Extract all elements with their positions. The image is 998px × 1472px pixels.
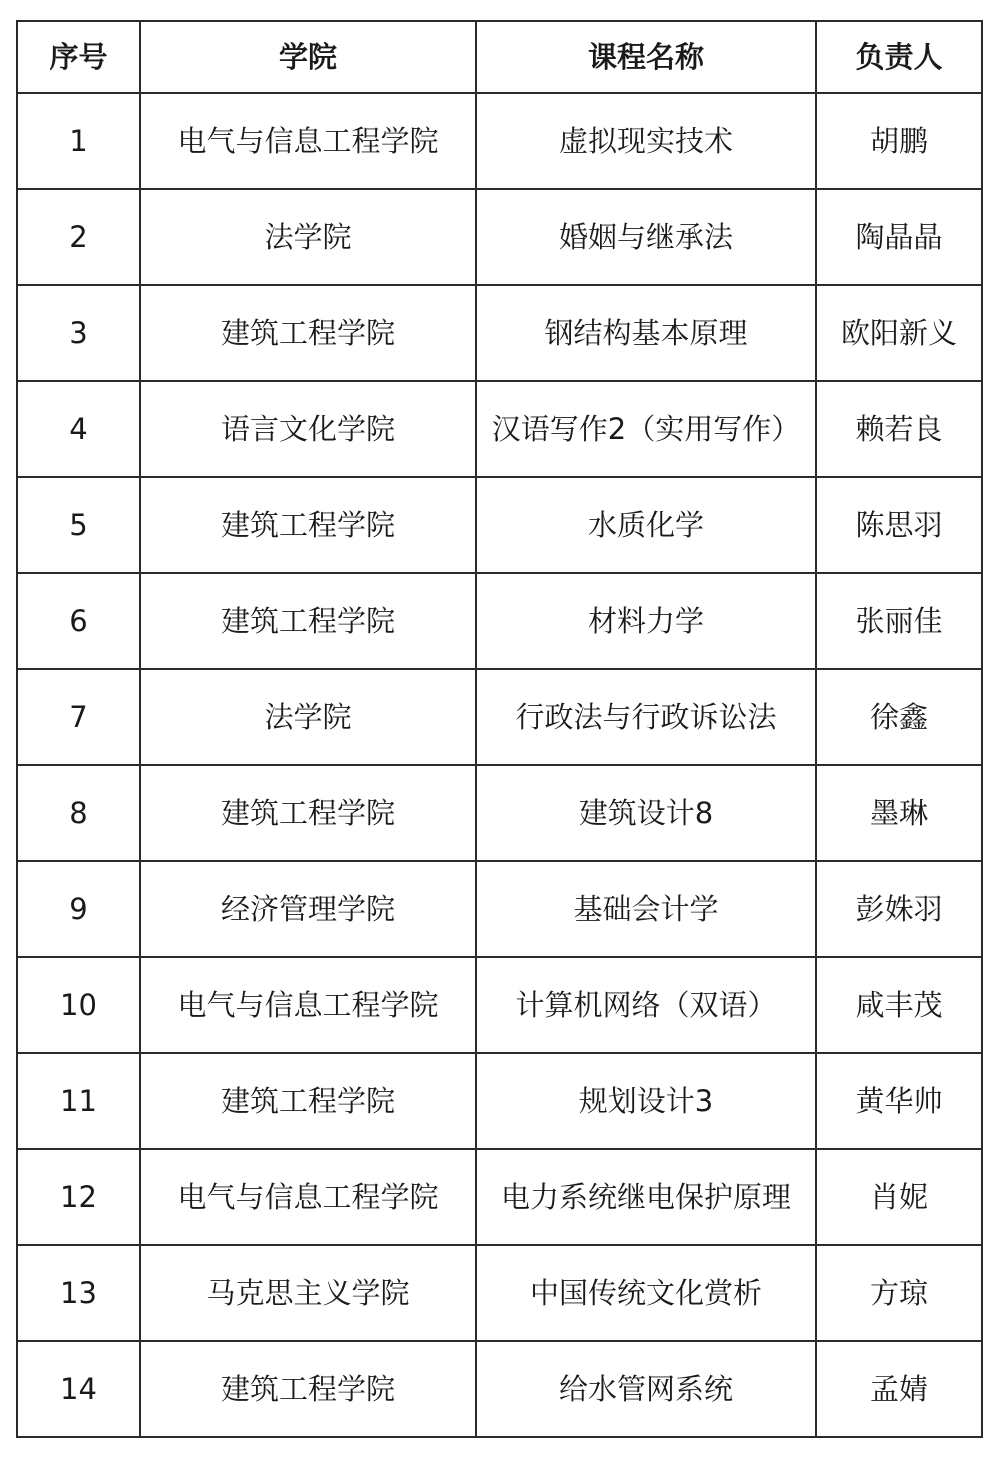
header-course-name: 课程名称	[476, 21, 816, 93]
cell-owner: 徐鑫	[816, 669, 982, 765]
cell-owner: 肖妮	[816, 1149, 982, 1245]
cell-no: 11	[17, 1053, 140, 1149]
cell-owner: 孟婧	[816, 1341, 982, 1437]
cell-college: 电气与信息工程学院	[140, 957, 476, 1053]
cell-no: 1	[17, 93, 140, 189]
cell-college: 法学院	[140, 669, 476, 765]
header-owner: 负责人	[816, 21, 982, 93]
table-row	[17, 957, 982, 1053]
cell-college: 建筑工程学院	[140, 1053, 476, 1149]
cell-no: 7	[17, 669, 140, 765]
table-row	[17, 669, 982, 765]
header-row	[17, 21, 982, 93]
cell-course: 规划设计3	[476, 1053, 816, 1149]
cell-course: 中国传统文化赏析	[476, 1245, 816, 1341]
cell-owner: 彭姝羽	[816, 861, 982, 957]
cell-owner: 赖若良	[816, 381, 982, 477]
cell-owner: 胡鹏	[816, 93, 982, 189]
cell-college: 建筑工程学院	[140, 1341, 476, 1437]
cell-college: 经济管理学院	[140, 861, 476, 957]
cell-owner: 方琼	[816, 1245, 982, 1341]
course-table	[16, 20, 983, 1438]
table-row	[17, 765, 982, 861]
cell-owner: 欧阳新义	[816, 285, 982, 381]
cell-owner: 陈思羽	[816, 477, 982, 573]
cell-no: 5	[17, 477, 140, 573]
cell-owner: 黄华帅	[816, 1053, 982, 1149]
cell-no: 8	[17, 765, 140, 861]
table-row	[17, 285, 982, 381]
table-row	[17, 1245, 982, 1341]
cell-course: 给水管网系统	[476, 1341, 816, 1437]
table-row	[17, 573, 982, 669]
table-body	[17, 93, 982, 1437]
cell-no: 14	[17, 1341, 140, 1437]
table-row	[17, 381, 982, 477]
table-header	[17, 21, 982, 93]
header-no: 序号	[17, 21, 140, 93]
cell-course: 婚姻与继承法	[476, 189, 816, 285]
cell-course: 汉语写作2（实用写作）	[476, 381, 816, 477]
table-row	[17, 1149, 982, 1245]
cell-course: 基础会计学	[476, 861, 816, 957]
cell-college: 建筑工程学院	[140, 573, 476, 669]
cell-course: 材料力学	[476, 573, 816, 669]
cell-college: 建筑工程学院	[140, 285, 476, 381]
table-row	[17, 93, 982, 189]
cell-college: 法学院	[140, 189, 476, 285]
table-row	[17, 1053, 982, 1149]
cell-no: 13	[17, 1245, 140, 1341]
cell-course: 电力系统继电保护原理	[476, 1149, 816, 1245]
cell-owner: 墨琳	[816, 765, 982, 861]
cell-course: 建筑设计8	[476, 765, 816, 861]
cell-college: 电气与信息工程学院	[140, 93, 476, 189]
cell-no: 3	[17, 285, 140, 381]
table-row	[17, 861, 982, 957]
cell-no: 12	[17, 1149, 140, 1245]
cell-course: 行政法与行政诉讼法	[476, 669, 816, 765]
cell-course: 钢结构基本原理	[476, 285, 816, 381]
cell-college: 建筑工程学院	[140, 477, 476, 573]
cell-owner: 咸丰茂	[816, 957, 982, 1053]
cell-college: 建筑工程学院	[140, 765, 476, 861]
cell-no: 6	[17, 573, 140, 669]
table-row	[17, 1341, 982, 1437]
header-college: 学院	[140, 21, 476, 93]
table-row	[17, 477, 982, 573]
table-row	[17, 189, 982, 285]
cell-college: 电气与信息工程学院	[140, 1149, 476, 1245]
cell-college: 语言文化学院	[140, 381, 476, 477]
cell-course: 计算机网络（双语）	[476, 957, 816, 1053]
cell-owner: 陶晶晶	[816, 189, 982, 285]
cell-course: 水质化学	[476, 477, 816, 573]
cell-no: 4	[17, 381, 140, 477]
cell-owner: 张丽佳	[816, 573, 982, 669]
cell-no: 9	[17, 861, 140, 957]
cell-course: 虚拟现实技术	[476, 93, 816, 189]
cell-no: 2	[17, 189, 140, 285]
cell-college: 马克思主义学院	[140, 1245, 476, 1341]
cell-no: 10	[17, 957, 140, 1053]
